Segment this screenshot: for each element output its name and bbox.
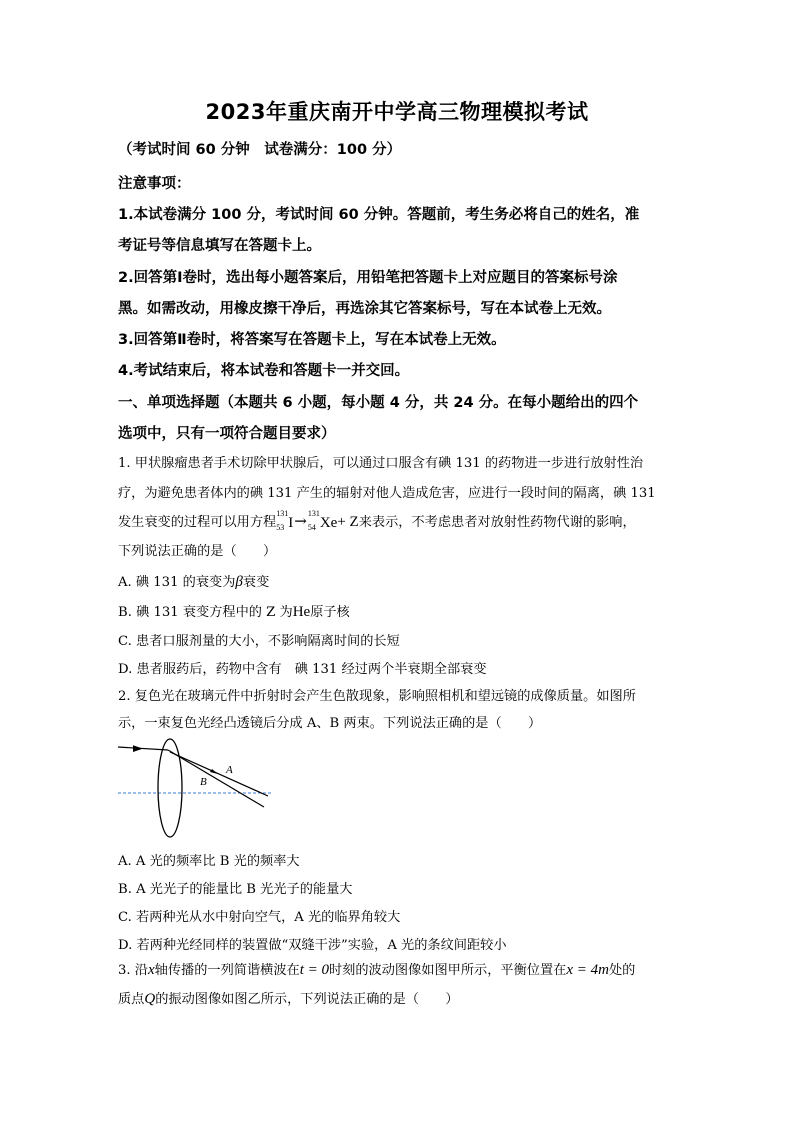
question-2-text: 2. 复色光在玻璃元件中折射时会产生色散现象，影响照相机和望远镜的成像质量。如图所 [118, 689, 636, 704]
question-1-text: 疗，为避免患者体内的碘 131 产生的辐射对他人造成危害，应进行一段时间的隔离，碘 131 [118, 486, 656, 501]
iodine-nuclide: 131 53 I [276, 508, 294, 532]
note-line: 1.本试卷满分 100 分，考试时间 60 分钟。答题前，考生务必将自己的姓名，准 [118, 207, 640, 223]
question-2-text: 示，一束复色光经凸透镜后分成 A、B 两束。下列说法正确的是（ ） [118, 716, 542, 731]
q1-option-b: B. 碘 131 衰变方程中的 Z 为He原子核 [118, 604, 350, 620]
question-3-text: 3. 沿x轴传播的一列简谐横波在t = 0时刻的波动图像如图甲所示，平衡位置在x = 4m处的 [118, 962, 636, 978]
q2-option-d: D. 若两种光经同样的装置做“双缝干涉”实验，A 光的条纹间距较小 [118, 938, 507, 953]
page-title: 2023年重庆南开中学高三物理模拟考试 [205, 100, 589, 124]
q2-option-b: B. A 光光子的能量比 B 光光子的能量大 [118, 882, 353, 897]
question-1-text: 发生衰变的过程可以用方程 131 53 I→ 131 54 Xe+ Z来表示，不考虑患者对放射性药物代谢的影响， [118, 508, 636, 532]
q2-option-a: A. A 光的频率比 B 光的频率大 [118, 854, 300, 869]
q1-option-c: C. 患者口服剂量的大小，不影响隔离时间的长短 [118, 634, 400, 649]
lens-dispersion-figure [118, 736, 278, 844]
xenon-nuclide: 131 54 Xe [307, 508, 338, 532]
arrow-right-icon [133, 745, 143, 752]
note-line: 黑。如需改动，用橡皮擦干净后，再选涂其它答案标号，写在本试卷上无效。 [118, 301, 611, 317]
question-1-text: 下列说法正确的是（ ） [118, 544, 277, 559]
q2-option-c: C. 若两种光从水中射向空气，A 光的临界角较大 [118, 910, 401, 925]
section-heading: 一、单项选择题（本题共 6 小题，每小题 4 分，共 24 分。在每小题给出的四个 [118, 395, 639, 411]
exam-info: （考试时间 60 分钟 试卷满分：100 分） [118, 142, 402, 158]
incident-ray [118, 747, 168, 750]
question-1-text: 1. 甲状腺瘤患者手术切除甲状腺后，可以通过口服含有碘 131 的药物进一步进行放射性治 [118, 456, 644, 471]
section-heading: 选项中，只有一项符合题目要求） [118, 426, 336, 442]
note-line: 考证号等信息填写在答题卡上。 [118, 238, 321, 254]
note-line: 3.回答第Ⅱ卷时，将答案写在答题卡上，写在本试卷上无效。 [118, 332, 506, 348]
q1-option-d: D. 患者服药后，药物中含有 碘 131 经过两个半衰期全部衰变 [118, 662, 487, 677]
note-line: 4.考试结束后，将本试卷和答题卡一并交回。 [118, 363, 410, 379]
notes-heading: 注意事项： [118, 176, 191, 192]
convex-lens [158, 739, 182, 837]
note-line: 2.回答第Ⅰ卷时，选出每小题答案后，用铅笔把答题卡上对应题目的答案标号涂 [118, 270, 618, 286]
label-b: B [200, 776, 207, 788]
question-3-text: 质点Q的振动图像如图乙所示，下列说法正确的是（ ） [118, 991, 459, 1007]
ray-a [170, 752, 268, 796]
label-a: A [226, 764, 233, 776]
arrow-icon [210, 769, 218, 774]
q1-option-a: A. 碘 131 的衰变为β衰变 [118, 574, 270, 590]
